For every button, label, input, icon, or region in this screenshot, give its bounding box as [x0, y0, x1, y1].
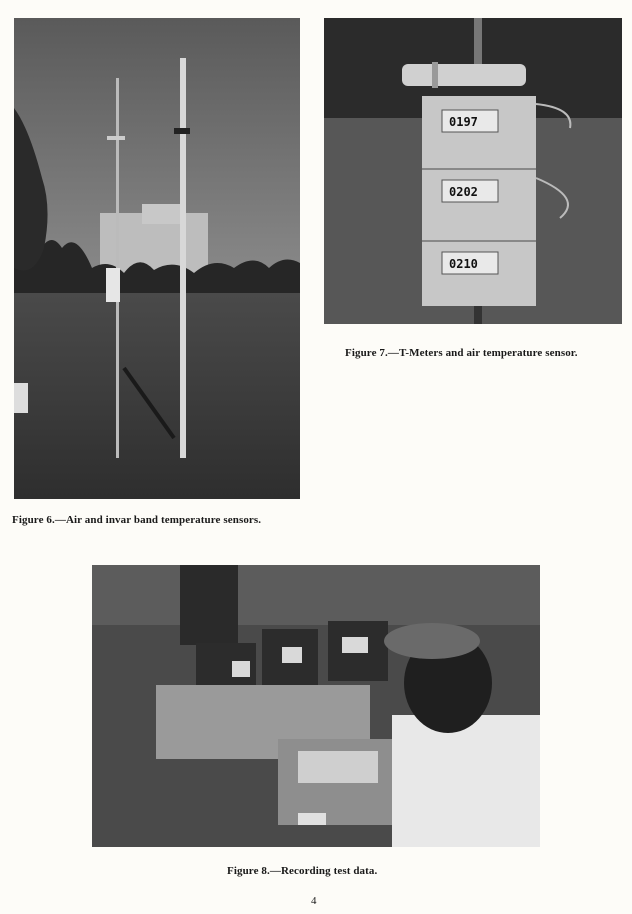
figure-6-photo — [14, 18, 300, 499]
figure-8-caption: Figure 8.—Recording test data. — [227, 865, 378, 877]
page-number: 4 — [311, 895, 317, 907]
meter-1-reading: 0197 — [449, 115, 478, 129]
figure-8-photo — [92, 565, 540, 847]
meter-2-reading: 0202 — [449, 185, 478, 199]
figure-7-photo — [324, 18, 622, 324]
meter-3-reading: 0210 — [449, 257, 478, 271]
figure-6-caption: Figure 6.—Air and invar band temperature sensors. — [12, 514, 262, 526]
figure-7-caption: Figure 7.—T-Meters and air temperature sensor. — [345, 347, 578, 359]
